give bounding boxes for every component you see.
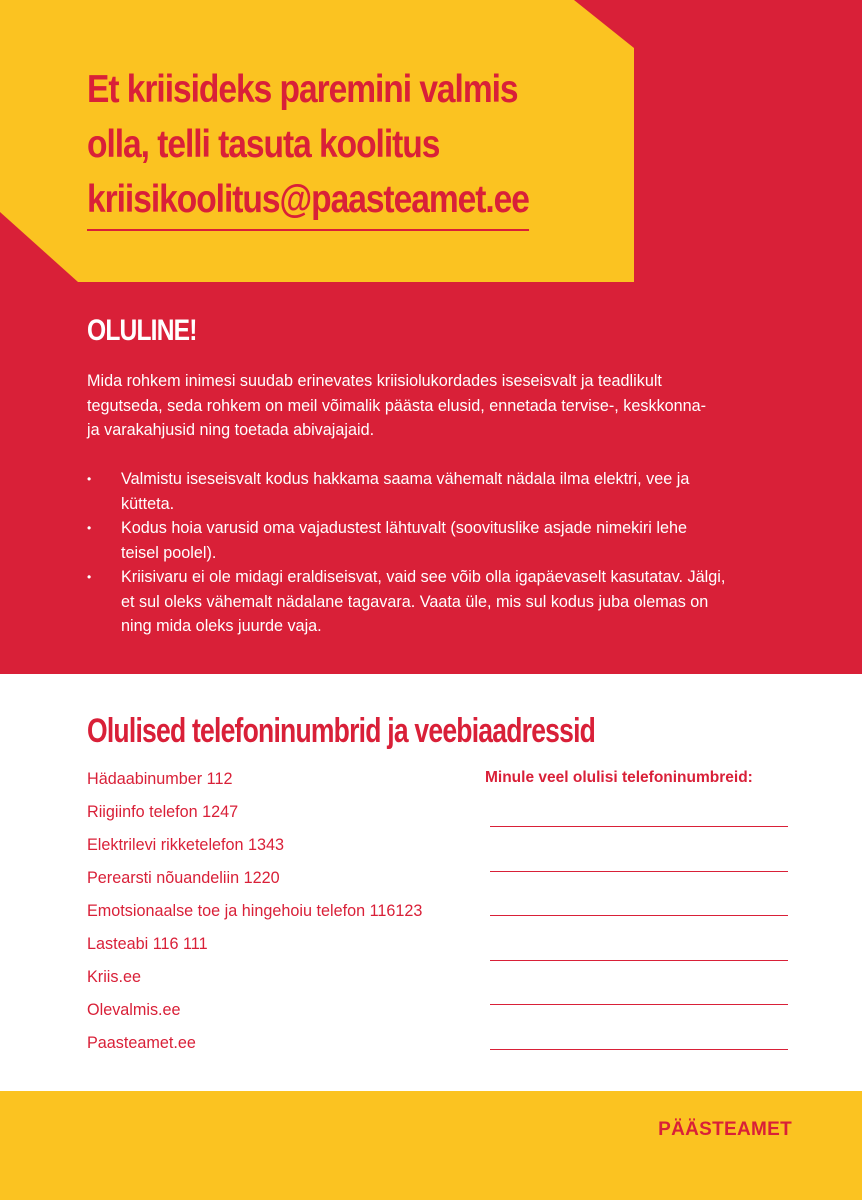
contact-item: Riigiinfo telefon 1247	[87, 803, 239, 821]
contact-item: Emotsionaalse toe ja hingehoiu telefon 116123	[87, 902, 423, 920]
write-in-line	[490, 871, 788, 872]
write-in-line	[490, 826, 788, 827]
contact-item: Perearsti nõuandeliin 1220	[87, 869, 280, 887]
contact-item: Elektrilevi rikketelefon 1343	[87, 836, 285, 854]
advice-item: • Kriisivaru ei ole midagi eraldiseisvat, vaid see võib olla igapäevaselt kasutatav. Jälgi, et sul oleks vähemalt nädalane tagavara. Vaata üle, mis sul kodus juba olemas on ning mida oleks juurde vaja.	[87, 565, 727, 639]
write-in-line	[490, 915, 788, 916]
write-in-line	[490, 960, 788, 961]
write-in-line	[490, 1049, 788, 1050]
important-heading: OLULINE!	[87, 314, 197, 347]
footer-band	[0, 1091, 862, 1200]
contact-item: Hädaabinumber 112	[87, 770, 233, 788]
callout-line-1: Et kriisideks paremini valmis	[87, 68, 518, 111]
contact-item: Lasteabi 116 111	[87, 935, 208, 953]
write-in-line	[490, 1004, 788, 1005]
callout-line-2: olla, telli tasuta koolitus	[87, 123, 440, 166]
phones-heading: Olulised telefoninumbrid ja veebiaadressid	[87, 712, 596, 750]
paasteamet-logo: PÄÄSTEAMET	[658, 1119, 792, 1140]
website-item[interactable]: Paasteamet.ee	[87, 1034, 196, 1052]
my-numbers-title: Minule veel olulisi telefoninumbreid:	[485, 769, 753, 786]
contacts-list	[87, 767, 422, 1064]
important-paragraph: Mida rohkem inimesi suudab erinevates kriisiolukordades iseseisvalt ja teadlikult tegutseda, seda rohkem on meil võimalik päästa elusid, ennetada tervise-, keskkonna- ja varakahjusid ning toetada abivajajaid.	[87, 372, 707, 439]
training-email-link[interactable]: kriisikoolitus@paasteamet.ee	[87, 172, 529, 231]
website-item[interactable]: Kriis.ee	[87, 968, 141, 986]
advice-list	[87, 467, 727, 639]
advice-item: • Valmistu iseseisvalt kodus hakkama saama vähemalt nädala ilma elektri, vee ja kütteta.	[87, 467, 727, 516]
training-callout-title	[87, 62, 529, 231]
website-item[interactable]: Olevalmis.ee	[87, 1001, 181, 1019]
advice-item: • Kodus hoia varusid oma vajadustest lähtuvalt (soovituslike asjade nimekiri lehe teisel poolel).	[87, 516, 727, 565]
